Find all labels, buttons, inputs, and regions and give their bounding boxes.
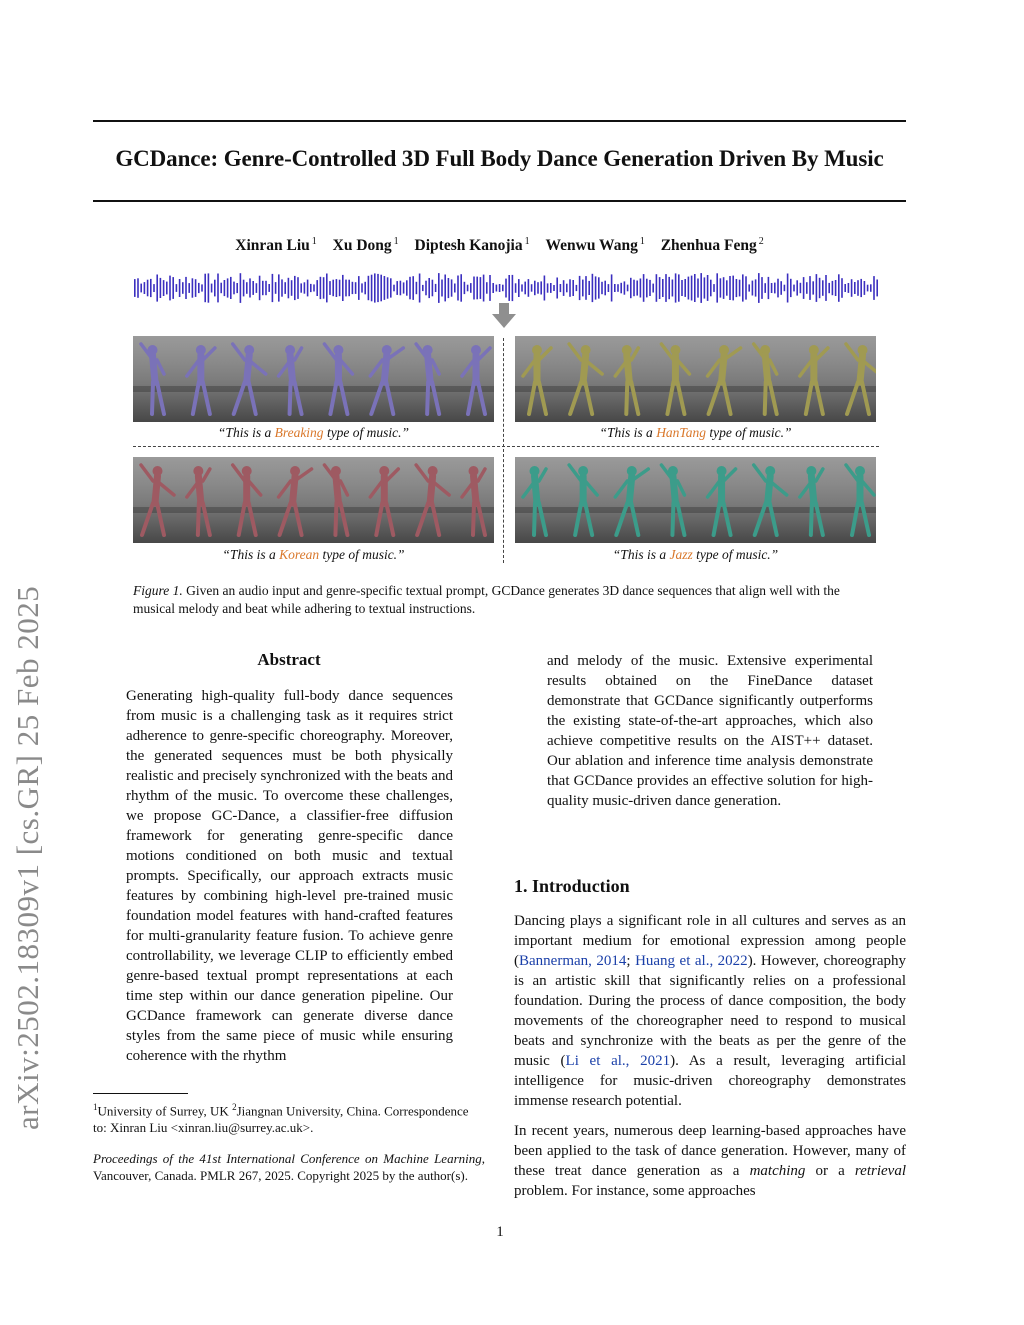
intro-paragraph: In recent years, numerous deep learning-based approaches have been applied to the task of dance generation. However, many of these treat dance generation as a matching or a retrieval problem. For instance, some approaches xyxy=(514,1123,906,1199)
dance-panel-korean xyxy=(133,457,494,543)
dance-panel-hantang xyxy=(515,336,876,422)
page-number: 1 xyxy=(496,1224,504,1240)
figure-caption: Figure 1. Given an audio input and genre-specific textual prompt, GCDance generates 3D dance sequences that align well with the musical melody and beat while adhering to textual instructions. xyxy=(133,583,840,616)
audio-waveform-icon xyxy=(133,272,879,304)
panel-caption-breaking: “This is a Breaking type of music.” xyxy=(217,425,410,440)
author: Zhenhua Feng $^2$ xyxy=(660,236,764,255)
down-arrow-icon xyxy=(491,303,517,329)
title-bottom-rule xyxy=(93,200,906,202)
figure-vertical-divider xyxy=(503,338,504,563)
author-list xyxy=(93,236,906,255)
arxiv-stamp: arXiv:2502.18309v1 [cs.GR] 25 Feb 2025 xyxy=(10,585,45,1130)
proceedings-note: Proceedings of the 41st International Conference on Machine Learning, Vancouver, Canada. PMLR 267, 2025. Copyright 2025 by the author(s). xyxy=(93,1151,485,1183)
abstract-text-left: Generating high-quality full-body dance sequences from music is a challenging task as it requires strict adherence to genre-specific choreography. Moreover, the generated sequences must be both physically realistic and precisely synchronized with the beats and rhythm of the music. To overcome these challenges, we propose GC-Dance, a classifier-free diffusion framework for generating genre-specific dance motions conditioned on both music and textual prompts. Specifically, our approach extracts music features by combining high-level pre-trained music foundation model features with hand-crafted features for multi-granularity feature fusion. To achieve genre controllability, we leverage CLIP to efficiently embed genre-based textual prompt representations at each time step within our dance generation pipeline. Our GCDance framework can generate diverse dance styles from the same piece of music while ensuring coherence with the rhythm xyxy=(126,688,453,1064)
intro-paragraph: Dancing plays a significant role in all cultures and serves as an important medium for emotional expression among people (Bannerman, 2014; Huang et al., 2022). However, choreography is an artistic skill that significantly relies on a professional foundation. During the process of dance composition, the body movements of the choreographer need to respond to musical beats and synchronize with the beats as per the genre of the music (Li et al., 2021). As a result, leveraging artificial intelligence for music-driven choreography demonstrates immense research potential. xyxy=(514,913,907,1109)
author: Diptesh Kanojia $^1$ xyxy=(414,236,530,255)
footnote-rule xyxy=(93,1093,188,1094)
dance-panel-jazz xyxy=(515,457,876,543)
panel-caption-korean: “This is a Korean type of music.” xyxy=(222,547,405,562)
author: Wenwu Wang $^1$ xyxy=(545,236,645,255)
figure-horizontal-divider xyxy=(133,446,879,447)
paper-title: GCDance: Genre-Controlled 3D Full Body Dance Generation Driven By Music xyxy=(115,146,884,171)
citation-link[interactable]: Li et al., 2021 xyxy=(565,1053,671,1069)
citation-link[interactable]: Bannerman, 2014 xyxy=(519,953,627,969)
panel-caption-jazz: “This is a Jazz type of music.” xyxy=(612,547,779,562)
affiliation-footnote: $^1$University of Surrey, UK $^2$Jiangnan University, China. Correspondence to: Xinran Liu <xinran.liu@surrey.ac.uk>. xyxy=(93,1102,469,1136)
panel-caption-hantang: “This is a HanTang type of music.” xyxy=(599,425,792,440)
abstract-heading: Abstract xyxy=(257,650,321,669)
dance-panel-breaking xyxy=(133,336,494,422)
title-top-rule xyxy=(93,120,906,122)
author: Xu Dong $^1$ xyxy=(332,236,399,255)
citation-link[interactable]: Huang et al., 2022 xyxy=(635,953,748,969)
section-heading-introduction: 1. Introduction xyxy=(514,876,630,896)
author: Xinran Liu $^1$ xyxy=(235,236,317,255)
abstract-text-right: and melody of the music. Extensive experimental results obtained on the FineDance dataset demonstrate that GCDance significantly outperforms the existing state-of-the-art approaches, which also achieve competitive results on the AIST++ dataset. Our ablation and inference time analysis demonstrate that GCDance provides an effective solution for high-quality music-driven dance generation. xyxy=(547,653,873,809)
